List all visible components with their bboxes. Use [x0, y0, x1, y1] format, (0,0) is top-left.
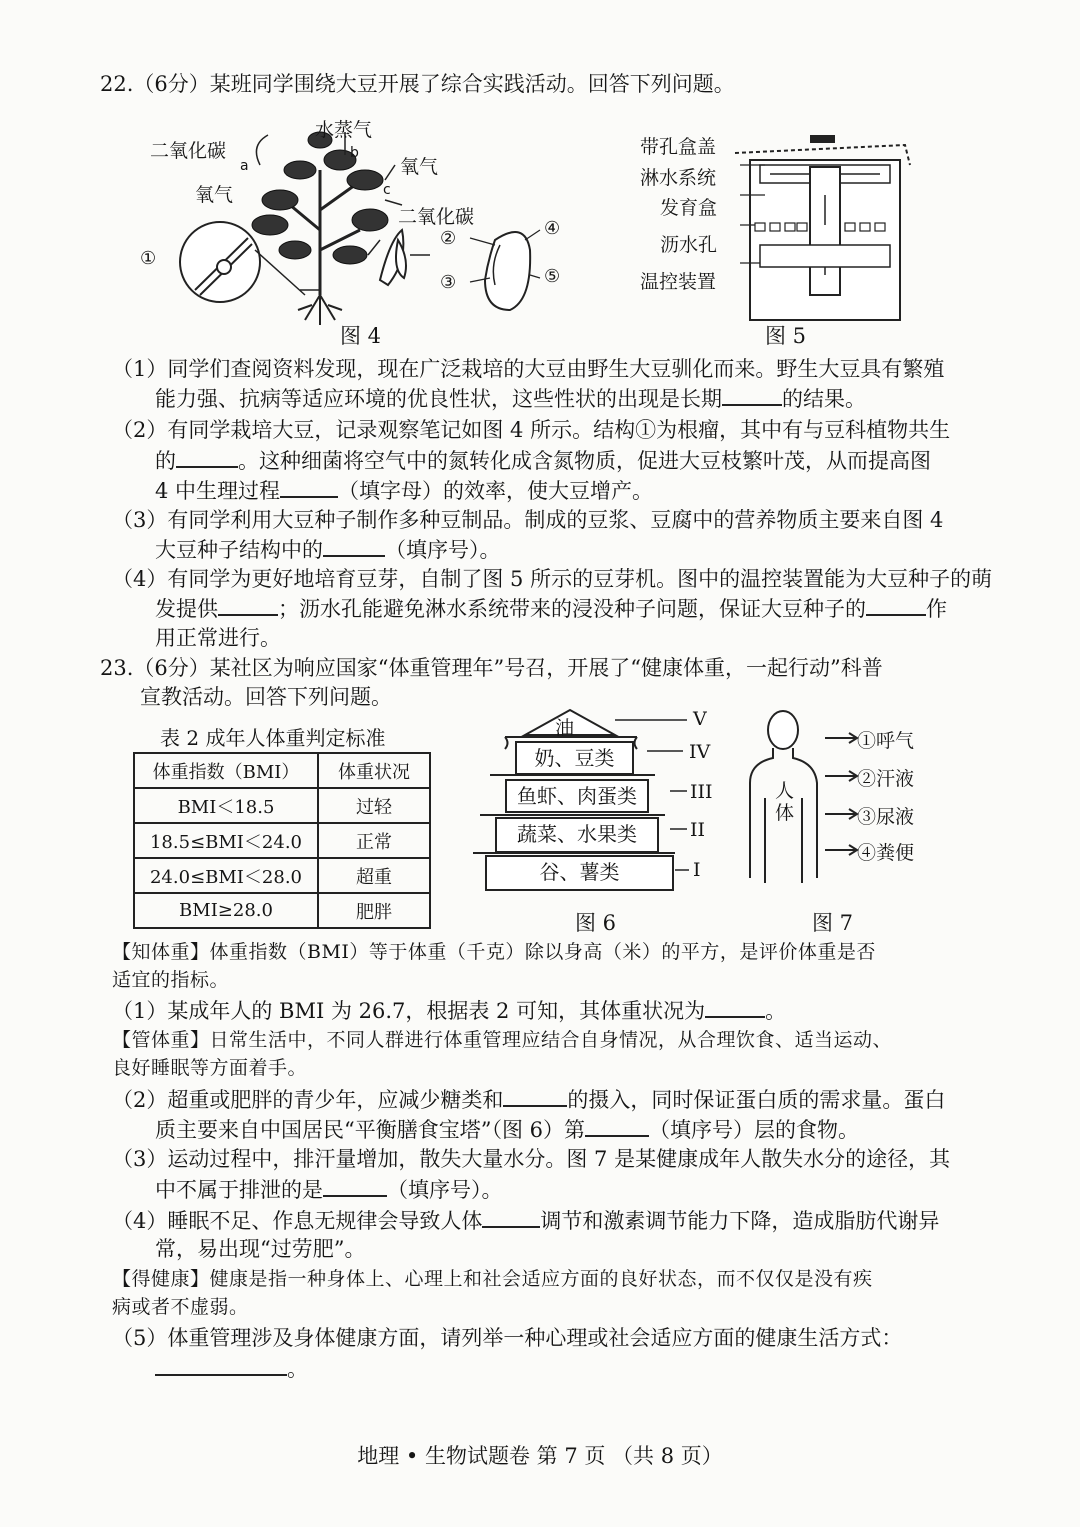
pagoda-tier-2-text: 蔬菜、水果类 [517, 822, 637, 846]
output-urine: ③尿液 [857, 806, 915, 828]
pagoda-tier-2 [495, 817, 659, 853]
table-cell: 24.0≤BMI＜28.0 [134, 858, 318, 893]
output-sweat: ②汗液 [857, 768, 915, 790]
page-footer: 地理 • 生物试题卷 第 7 页 （共 8 页） [357, 1444, 723, 1468]
pagoda-level-5: V [693, 708, 707, 730]
q23-p5-line1: （5）体重管理涉及身体健康方面，请列举一种心理或社会适应方面的健康生活方式： [112, 1326, 903, 1350]
fig4-label-2: ② [440, 228, 457, 249]
fig4-label-water-vapor: 水蒸气 [315, 119, 373, 141]
q22-p2-line2: 的 。这种细菌将空气中的氮转化成含氮物质，促进大豆枝繁叶茂，从而提高图 [155, 446, 931, 475]
manage-weight-line1: 【管体重】日常生活中，不同人群进行体重管理应结合自身情况，从合理饮食、适当运动、 [112, 1029, 893, 1051]
manage-weight-line2: 良好睡眠等方面着手。 [112, 1057, 308, 1079]
pagoda-level-3: III [690, 781, 713, 803]
answer-blank-23-2a[interactable] [503, 1085, 567, 1107]
pagoda-level-2: II [690, 819, 706, 841]
table-cell: 超重 [318, 858, 430, 893]
q22-p1-line1: （1）同学们查阅资料发现，现在广泛栽培的大豆由野生大豆驯化而来。野生大豆具有繁殖 [112, 357, 945, 381]
q23-p1: （1）某成年人的 BMI 为 26.7，根据表 2 可知，其体重状况为 。 [112, 996, 786, 1025]
q22-p3-line1: （3）有同学利用大豆种子制作多种豆制品。制成的豆浆、豆腐中的营养物质主要来自图 4 [112, 508, 944, 532]
answer-blank-22-2a[interactable] [176, 446, 238, 468]
fig4-caption: 图 4 [340, 324, 382, 348]
q23-p2-line1: （2）超重或肥胖的青少年，应减少糖类和 的摄入，同时保证蛋白质的需求量。蛋白 [112, 1085, 945, 1114]
fig5-label-temp: 温控装置 [640, 271, 717, 293]
answer-blank-22-3[interactable] [323, 535, 385, 557]
health-def-line2: 病或者不虚弱。 [112, 1296, 249, 1318]
pagoda-tier-5-text: 油 [555, 717, 575, 739]
table-row [134, 788, 430, 823]
table-caption: 表 2 成年人体重判定标准 [160, 726, 386, 750]
fig4-label-5: ⑤ [544, 266, 561, 287]
table-cell: 过轻 [318, 788, 430, 823]
q23-p3-line1: （3）运动过程中，排汗量增加，散失大量水分。图 7 是某健康成年人散失水分的途径，其 [112, 1147, 951, 1171]
answer-blank-23-3[interactable] [323, 1175, 387, 1197]
q22-p2-line3: 4 中生理过程 （填字母）的效率，使大豆增产。 [155, 476, 653, 505]
fig5-label-lid: 带孔盒盖 [640, 136, 717, 158]
table-cell: BMI＜18.5 [134, 788, 318, 823]
answer-blank-23-4[interactable] [482, 1206, 540, 1228]
pagoda-tier-3 [505, 779, 649, 813]
q23-p2-line2: 质主要来自中国居民“平衡膳食宝塔”（图 6）第 （填序号）层的食物。 [155, 1115, 859, 1144]
q23-p4-line2: 常，易出现“过劳肥”。 [155, 1237, 366, 1261]
body-label: 人体 [775, 780, 795, 824]
fig4-label-1: ① [140, 248, 157, 269]
q22-title: 22.（6分）某班同学围绕大豆开展了综合实践活动。回答下列问题。 [100, 72, 735, 96]
fig6-caption: 图 6 [575, 911, 617, 935]
fig4-label-o2-right: 氧气 [400, 156, 439, 178]
pagoda-level-4: IV [689, 741, 711, 763]
fig4-label-co2-right: 二氧化碳 [398, 206, 475, 228]
fig5-label-drain: 沥水孔 [660, 234, 718, 256]
q23-title-line2: 宣教活动。回答下列问题。 [140, 685, 392, 709]
fig5-label-box: 发育盒 [660, 197, 718, 219]
output-feces: ④粪便 [857, 842, 915, 864]
figure-4 [140, 110, 580, 350]
table-header-cell: 体重指数（BMI） [134, 753, 318, 788]
know-weight-line2: 适宜的指标。 [112, 969, 230, 991]
fig4-label-c: c [383, 182, 391, 198]
pagoda-tier-4-text: 奶、豆类 [534, 746, 615, 770]
table-cell: 正常 [318, 823, 430, 858]
bmi-table [133, 752, 431, 929]
q23-p3-line2: 中不属于排泄的是 （填序号）。 [155, 1175, 503, 1204]
q22-p4-line2: 发提供 ；沥水孔能避免淋水系统带来的浸没种子问题，保证大豆种子的 作 [155, 594, 947, 623]
know-weight-line1: 【知体重】体重指数（BMI）等于体重（千克）除以身高（米）的平方，是评价体重是否 [112, 941, 876, 963]
pagoda-tier-1 [485, 855, 674, 891]
table-cell: 肥胖 [318, 893, 430, 928]
answer-blank-22-1[interactable] [722, 384, 782, 406]
pagoda-tier-4 [515, 741, 634, 775]
q22-p1-line2: 能力强、抗病等适应环境的优良性状，这些性状的出现是长期 的结果。 [155, 384, 866, 413]
q23-title-line1: 23.（6分）某社区为响应国家“体重管理年”号召，开展了“健康体重，一起行动”科普 [100, 656, 883, 680]
pagoda-tier-1-text: 谷、薯类 [539, 860, 620, 884]
answer-blank-22-4a[interactable] [218, 594, 278, 616]
table-cell: 18.5≤BMI＜24.0 [134, 823, 318, 858]
answer-blank-23-5[interactable] [155, 1354, 287, 1376]
table-cell: BMI≥28.0 [134, 893, 318, 928]
table-row [134, 823, 430, 858]
answer-blank-22-4b[interactable] [866, 594, 926, 616]
fig7-caption: 图 7 [812, 911, 854, 935]
fig4-label-3: ③ [440, 272, 457, 293]
q22-p4-line3: 用正常进行。 [155, 626, 281, 650]
pagoda-tier-3-text: 鱼虾、肉蛋类 [517, 784, 637, 808]
fig4-label-b: b [350, 145, 359, 161]
fig5-caption: 图 5 [765, 324, 807, 348]
output-breath: ①呼气 [857, 730, 915, 752]
answer-blank-22-2b[interactable] [280, 476, 338, 498]
fig4-label-co2-top: 二氧化碳 [150, 140, 227, 162]
fig4-label-o2-left: 氧气 [195, 184, 234, 206]
fig4-label-a: a [240, 158, 249, 174]
q22-p3-line2: 大豆种子结构中的 （填序号）。 [155, 535, 501, 564]
figure-7-body [745, 708, 945, 898]
q22-p4-line1: （4）有同学为更好地培育豆芽，自制了图 5 所示的豆芽机。图中的温控装置能为大豆种子的萌 [112, 567, 993, 591]
q23-p5-line2: 。 [155, 1354, 308, 1383]
pagoda-level-1: I [693, 859, 701, 881]
fig4-label-4: ④ [544, 218, 561, 239]
q23-p4-line1: （4）睡眠不足、作息无规律会导致人体 调节和激素调节能力下降，造成脂肪代谢异 [112, 1206, 939, 1235]
fig5-label-sprinkler: 淋水系统 [640, 167, 717, 189]
answer-blank-23-1[interactable] [705, 996, 765, 1018]
table-row [134, 893, 430, 928]
table-header-row [134, 753, 430, 788]
figure-5 [635, 125, 925, 325]
table-row [134, 858, 430, 893]
health-def-line1: 【得健康】健康是指一种身体上、心理上和社会适应方面的良好状态，而不仅仅是没有疾 [112, 1268, 873, 1290]
answer-blank-23-2b[interactable] [585, 1115, 649, 1137]
table-header-cell: 体重状况 [318, 753, 430, 788]
figure-6-food-pagoda [465, 705, 735, 895]
q22-p2-line1: （2）有同学栽培大豆，记录观察笔记如图 4 所示。结构①为根瘤，其中有与豆科植物共生 [112, 418, 951, 442]
